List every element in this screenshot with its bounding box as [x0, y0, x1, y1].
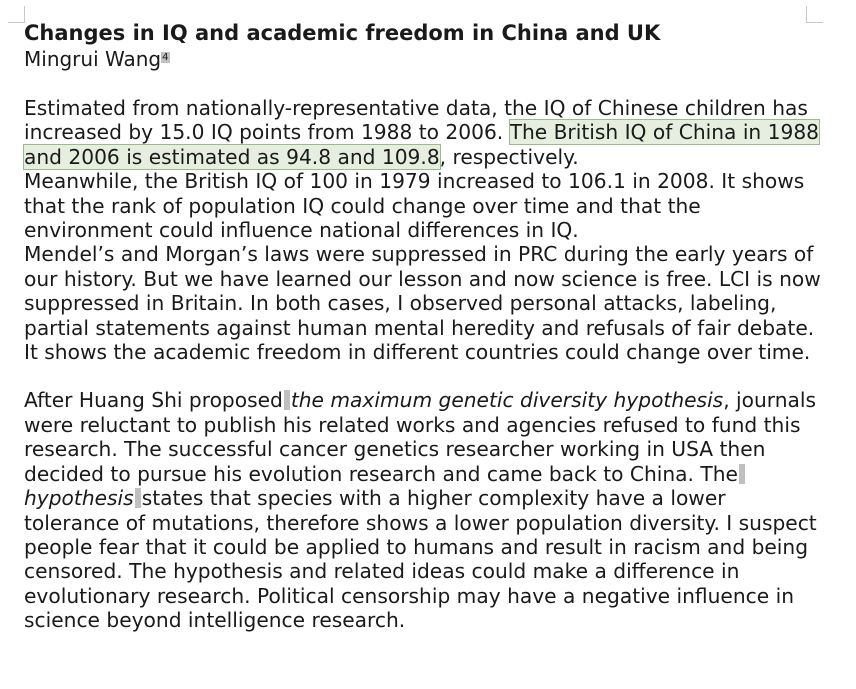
field-marker — [739, 464, 745, 484]
footnote-anchor[interactable]: 4 — [162, 52, 169, 63]
blank-line — [24, 364, 824, 388]
paragraph-text[interactable]: Estimated from nationally-representative data, the IQ of Chinese children has increased by 15.0 IQ points from 1988 to 2006. — [24, 96, 808, 145]
paragraph-academic-freedom[interactable]: Mendel’s and Morgan’s laws were suppressed in PRC during the early years of our history. But we have learned our lesson and now science is free. LCI is now suppressed in Britain. In both cases, I observed personal attacks, labeling, partial statements against human mental heredity and refusals of fair debate. It shows the academic freedom in different countries could change over time. — [24, 242, 821, 365]
paragraph-hypothesis[interactable] — [24, 388, 824, 632]
italic-hypothesis-name[interactable]: the maximum genetic diversity hypothesis — [290, 388, 724, 413]
author-name[interactable]: Mingrui Wang — [24, 47, 162, 71]
paragraph-iq-britain[interactable]: Meanwhile, the British IQ of 100 in 1979 increased to 106.1 in 2008. It shows that the rank of population IQ could change over time and that the environment could influence national differences in IQ. — [24, 169, 805, 243]
paragraph-text[interactable]: states that species with a higher complexity have a lower tolerance of mutations, therefore shows a lower population diversity. I suspect people fear that it could be applied to humans and result in racism and being censored. The hypothesis and related ideas could make a difference in evolutionary research. Political censorship may have a negative influence in science beyond intelligence research. — [24, 486, 817, 633]
highlighted-comment-text[interactable]: The British IQ of China in 1988 and 2006 is estimated as 94.8 and 109.8 — [24, 120, 820, 169]
paragraph-text[interactable]: After Huang Shi proposed — [24, 388, 283, 413]
paragraph-text[interactable]: , journals were reluctant to publish his related works and agencies refused to fund this research. The successful cancer genetics researcher working in USA then decided to pursue his evolution research and came back to China. The — [24, 388, 817, 486]
field-marker — [135, 488, 141, 508]
document-page[interactable] — [24, 20, 824, 633]
page-corner-mark-top-left — [8, 6, 25, 23]
blank-line — [24, 72, 824, 96]
field-marker — [284, 390, 290, 410]
paragraph-iq-china[interactable] — [24, 96, 824, 169]
document-title[interactable]: Changes in IQ and academic freedom in China and UK — [24, 21, 661, 45]
author-line[interactable] — [24, 46, 824, 72]
italic-hypothesis-word[interactable]: hypothesis — [24, 486, 134, 511]
paragraph-text[interactable]: , respectively. — [439, 144, 579, 169]
